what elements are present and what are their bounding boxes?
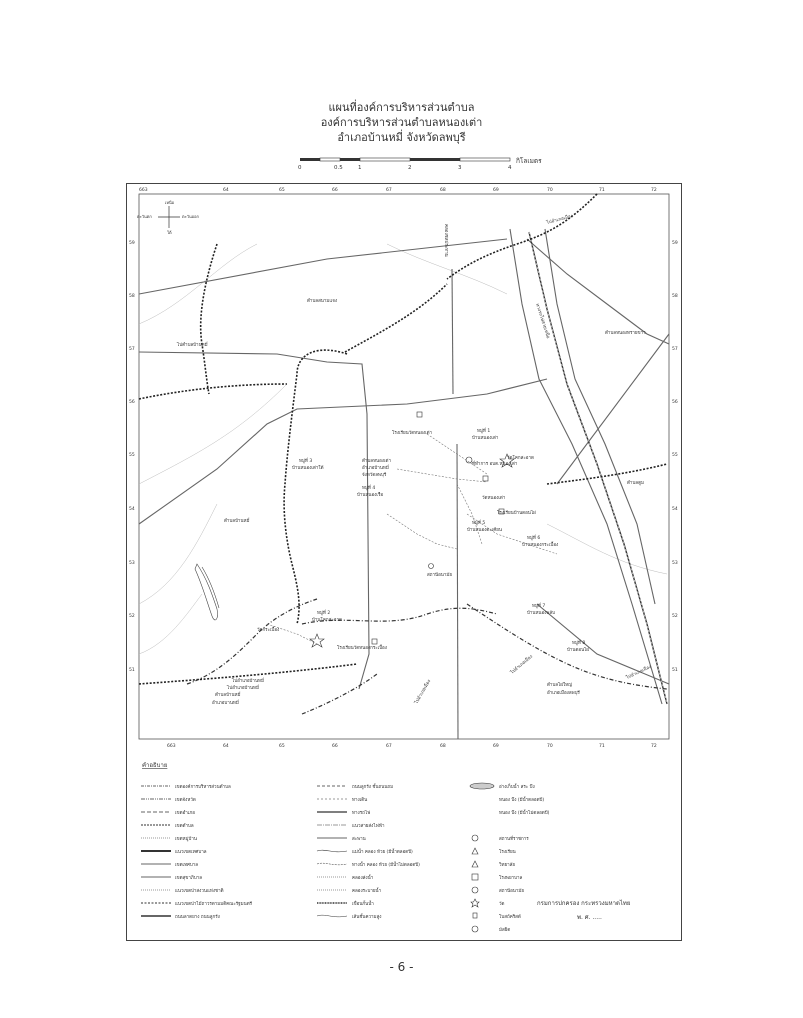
- legend-c1-5: แนวเขตเทศบาล: [175, 850, 207, 855]
- grid-top-0: 663: [139, 188, 148, 193]
- label-district-1: ตำบลหนองเต่า: [362, 459, 391, 464]
- railway-line: [529, 232, 667, 704]
- compass-east: ตะวันออก: [182, 214, 199, 219]
- legend-title: คำอธิบาย: [142, 762, 168, 769]
- grid-left-0: 59: [129, 241, 135, 246]
- legend-c3-3: สถานที่ราชการ: [499, 837, 529, 842]
- legend-c1-6: เขตเทศบาล: [175, 863, 199, 868]
- grid-top-7: 70: [547, 188, 553, 193]
- legend-c3-7: สถานีอนามัย: [499, 889, 524, 894]
- label-district-3: จังหวัดลพบุรี: [362, 473, 387, 478]
- legend-c1-9: แนวเขตป่าไม้ถาวรตามมติคณะรัฐมนตรี: [175, 902, 253, 907]
- compass-west: ตะวันตก: [137, 214, 152, 219]
- label-health: สถานีอนามัย: [427, 573, 452, 578]
- label-road-to-1: ไปอำเภอบ้านหมี่: [227, 686, 259, 691]
- legend-c3-4: โรงเรียน: [499, 850, 516, 855]
- label-village-5-a: หมู่ที่ 5: [472, 521, 486, 526]
- grid-bottom-8: 71: [599, 744, 605, 749]
- label-tambon-southwest-2: อำเภอบานหมี่: [212, 701, 239, 706]
- grid-bottom-6: 69: [493, 744, 499, 749]
- map-title-line3: อำเภอบ้านหมี่ จังหวัดลพบุรี: [337, 131, 466, 144]
- map-title-line2: องค์การบริหารส่วนตำบลหนองเต่า: [320, 116, 483, 129]
- grid-right-0: 59: [672, 241, 678, 246]
- legend-c2-8: คลองระบายน้ำ: [352, 889, 382, 894]
- legend-c1-8: แนวเขตป่าสงวนแห่งชาติ: [175, 889, 224, 894]
- legend-c3-10: มัสยิด: [499, 928, 511, 933]
- label-school-2: โรงเรียนวัดหนองกระเบื้อง: [337, 646, 387, 651]
- grid-top-9: 72: [651, 188, 657, 193]
- label-road-northwest: ไปตำบลบ้านหมี่: [177, 343, 208, 348]
- label-village-7-a: หมู่ที่ 7: [532, 604, 546, 609]
- legend-c3-2: หนอง บึง (มีน้ำไม่ตลอดปี): [499, 811, 550, 816]
- grid-bottom-3: 66: [332, 744, 338, 749]
- grid-left-2: 57: [129, 347, 135, 352]
- label-road-bottom-right: ไปอำเภอเมือง: [625, 664, 653, 681]
- main-roads: [139, 229, 669, 739]
- scale-tick-1: 0.5: [334, 165, 343, 171]
- map-background-lines: [139, 244, 667, 654]
- label-district-2: อำเภอบ้านหมี่: [362, 466, 389, 471]
- scale-tick-2: 1: [358, 165, 362, 171]
- legend-c2-6: ทางน้ำ คลอง ห้วย (มีน้ำไม่ตลอดปี): [352, 863, 420, 868]
- scale-tick-5: 4: [508, 165, 512, 171]
- grid-bottom-1: 64: [223, 744, 229, 749]
- label-village-4-a: หมู่ที่ 4: [362, 486, 376, 491]
- legend-c2-10: เส้นชั้นความสูง: [352, 915, 382, 920]
- legend-c1-2: เขตอำเภอ: [175, 811, 195, 816]
- hospital-icon: [483, 476, 488, 481]
- label-village-8-a: หมู่ที่ 8: [572, 641, 586, 646]
- footer-year: พ. ศ. .....: [577, 914, 602, 921]
- grid-left-3: 56: [129, 400, 135, 405]
- label-road-to-2: ไปอำเภอบ้านหมี่: [232, 679, 264, 684]
- scale-tick-0: 0: [298, 165, 302, 171]
- health-center-icon: [429, 564, 434, 569]
- label-tambon-west: ตำบลบ้านหมี่: [224, 519, 250, 524]
- grid-left-1: 58: [129, 294, 135, 299]
- legend-c2-2: ทางรถไฟ: [352, 811, 371, 816]
- grid-right-7: 52: [672, 614, 678, 619]
- grid-bottom-4: 67: [386, 744, 392, 749]
- grid-right-4: 55: [672, 453, 678, 458]
- grid-right-8: 51: [672, 668, 678, 673]
- label-village-1-a: หมู่ที่ 1: [477, 429, 491, 434]
- grid-top-2: 65: [279, 188, 285, 193]
- scale-tick-4: 3: [458, 165, 462, 171]
- page-number: - 6 -: [389, 960, 414, 974]
- legend-c1-3: เขตตำบล: [175, 824, 194, 829]
- grid-right-3: 56: [672, 400, 678, 405]
- grid-bottom-9: 72: [651, 744, 657, 749]
- label-canal-top: คลองชลประทาน: [443, 224, 448, 257]
- legend-c2-7: คลองส่งน้ำ: [352, 876, 374, 881]
- label-temple-3: วัดโคกสะอาด: [507, 456, 534, 461]
- grid-bottom-5: 68: [440, 744, 446, 749]
- school-icon: [417, 412, 422, 417]
- label-village-2-a: หมู่ที่ 2: [317, 611, 331, 616]
- label-village-6-a: หมู่ที่ 6: [527, 536, 541, 541]
- legend-c1-1: เขตจังหวัด: [175, 798, 196, 803]
- map-svg: [127, 184, 681, 940]
- label-village-3-a: หมู่ที่ 3: [299, 459, 313, 464]
- legend-c1-7: เขตสุขาภิบาล: [175, 876, 202, 881]
- grid-left-6: 53: [129, 561, 135, 566]
- school-icon-3: [372, 639, 377, 644]
- legend-c2-9: เขื่อนกั้นน้ำ: [352, 902, 374, 907]
- grid-top-1: 64: [223, 188, 229, 193]
- grid-bottom-7: 70: [547, 744, 553, 749]
- legend-c3-1: หนอง บึง (มีน้ำตลอดปี): [499, 798, 545, 803]
- grid-bottom-0: 663: [167, 744, 176, 749]
- grid-top-8: 71: [599, 188, 605, 193]
- legend-c3-5: วิทยาลัย: [499, 863, 516, 868]
- grid-top-6: 69: [493, 188, 499, 193]
- label-road-upper: ไปอำเภอเมือง: [546, 214, 574, 226]
- label-village-8-b: บ้านดอนไผ่: [567, 648, 590, 653]
- grid-left-7: 52: [129, 614, 135, 619]
- grid-left-8: 51: [129, 668, 135, 673]
- scale-tick-3: 2: [408, 165, 412, 171]
- compass-north: เหนือ: [165, 200, 175, 205]
- footer-agency: กรมการปกครอง กระทรวงมหาดไทย: [537, 900, 631, 907]
- label-tambon-east: ตำบลตูม: [627, 481, 644, 486]
- label-school-3: โรงเรียนบ้านดอนไผ่: [497, 511, 536, 516]
- grid-left-4: 55: [129, 453, 135, 458]
- label-village-7-b: บ้านหนองพลับ: [527, 611, 555, 616]
- label-south-tambon-1: ตำบลไผ่ใหญ่: [547, 683, 572, 688]
- label-village-6-b: บ้านหนองกระเบื้อง: [522, 543, 559, 548]
- label-office: ที่ทำการ อบต.หนองเต่า: [472, 462, 518, 467]
- grid-right-5: 54: [672, 507, 678, 512]
- grid-bottom-2: 65: [279, 744, 285, 749]
- oxbow-lake-icon: [195, 564, 219, 620]
- legend-c3-8: วัด: [499, 902, 505, 907]
- grid-top-3: 66: [332, 188, 338, 193]
- legend-c1-4: เขตหมู่บ้าน: [175, 837, 197, 842]
- legend-c3-9: โบสถ์คริสต์: [499, 915, 521, 920]
- grid-top-4: 67: [386, 188, 392, 193]
- grid-left-5: 54: [129, 507, 135, 512]
- legend-c2-3: แนวสายส่งไฟฟ้า: [352, 824, 385, 829]
- legend: [141, 762, 630, 933]
- legend-c2-0: ถนนลูกรัง ชั้นถนนถม: [352, 785, 394, 790]
- label-village-4-b: บ้านหนองเรือ: [357, 493, 384, 498]
- grid-right-6: 53: [672, 561, 678, 566]
- tambon-boundary: [187, 599, 667, 714]
- label-village-5-b: บ้านหนองตะเคียน: [467, 528, 503, 533]
- label-village-3-b: บ้านหนองเต่าใต้: [292, 466, 324, 471]
- label-school-1: โรงเรียนวัดหนองเต่า: [392, 431, 433, 436]
- label-rail: ทางรถไฟสายเหนือ: [534, 303, 551, 340]
- legend-c3-0: อ่างเก็บน้ำ สระ บึง: [499, 785, 535, 790]
- label-south-tambon-2: อำเภอเมืองลพบุรี: [547, 691, 580, 696]
- map-neat-line: [139, 194, 669, 739]
- label-tambon-north: ตำบลสนามแจง: [307, 299, 338, 304]
- label-village-2-b: บ้านโคกสะอาด: [312, 618, 342, 623]
- grid-right-1: 58: [672, 294, 678, 299]
- label-tambon-east-upper: ตำบลหนองทรายขาว: [605, 331, 646, 336]
- legend-c3-6: โรงพยาบาล: [499, 876, 523, 881]
- legend-c1-10: ถนนลาดยาง ถนนลูกรัง: [175, 915, 220, 920]
- compass-south: ใต้: [167, 230, 172, 235]
- label-temple-2: วัดกระเบื้อง: [257, 628, 280, 633]
- legend-c2-4: สะพาน: [352, 837, 366, 842]
- grid-right-2: 57: [672, 347, 678, 352]
- temple-icon-2: [310, 634, 324, 647]
- legend-c1-0: เขตองค์การบริหารส่วนตำบล: [175, 785, 231, 790]
- grid-top-5: 68: [440, 188, 446, 193]
- label-road-to-4: ไปอำเภอเมือง: [510, 654, 534, 676]
- scale-unit: กิโลเมตร: [516, 157, 542, 165]
- legend-c2-5: แม่น้ำ คลอง ห้วย (มีน้ำตลอดปี): [352, 850, 413, 855]
- label-village-1-b: บ้านหนองเต่า: [472, 436, 499, 441]
- legend-c2-1: ทางเดิน: [352, 798, 368, 803]
- label-temple-1: วัดหนองเต่า: [482, 496, 506, 501]
- compass-icon: [137, 200, 200, 235]
- label-road-to-3: ไปอำเภอเมือง: [414, 679, 433, 705]
- map-frame: [126, 183, 682, 941]
- scale-bar: [296, 153, 566, 173]
- map-title-line1: แผนที่องค์การบริหารส่วนตำบล: [328, 101, 475, 114]
- label-tambon-southwest-1: ตำบลบ้านหมี่: [215, 693, 241, 698]
